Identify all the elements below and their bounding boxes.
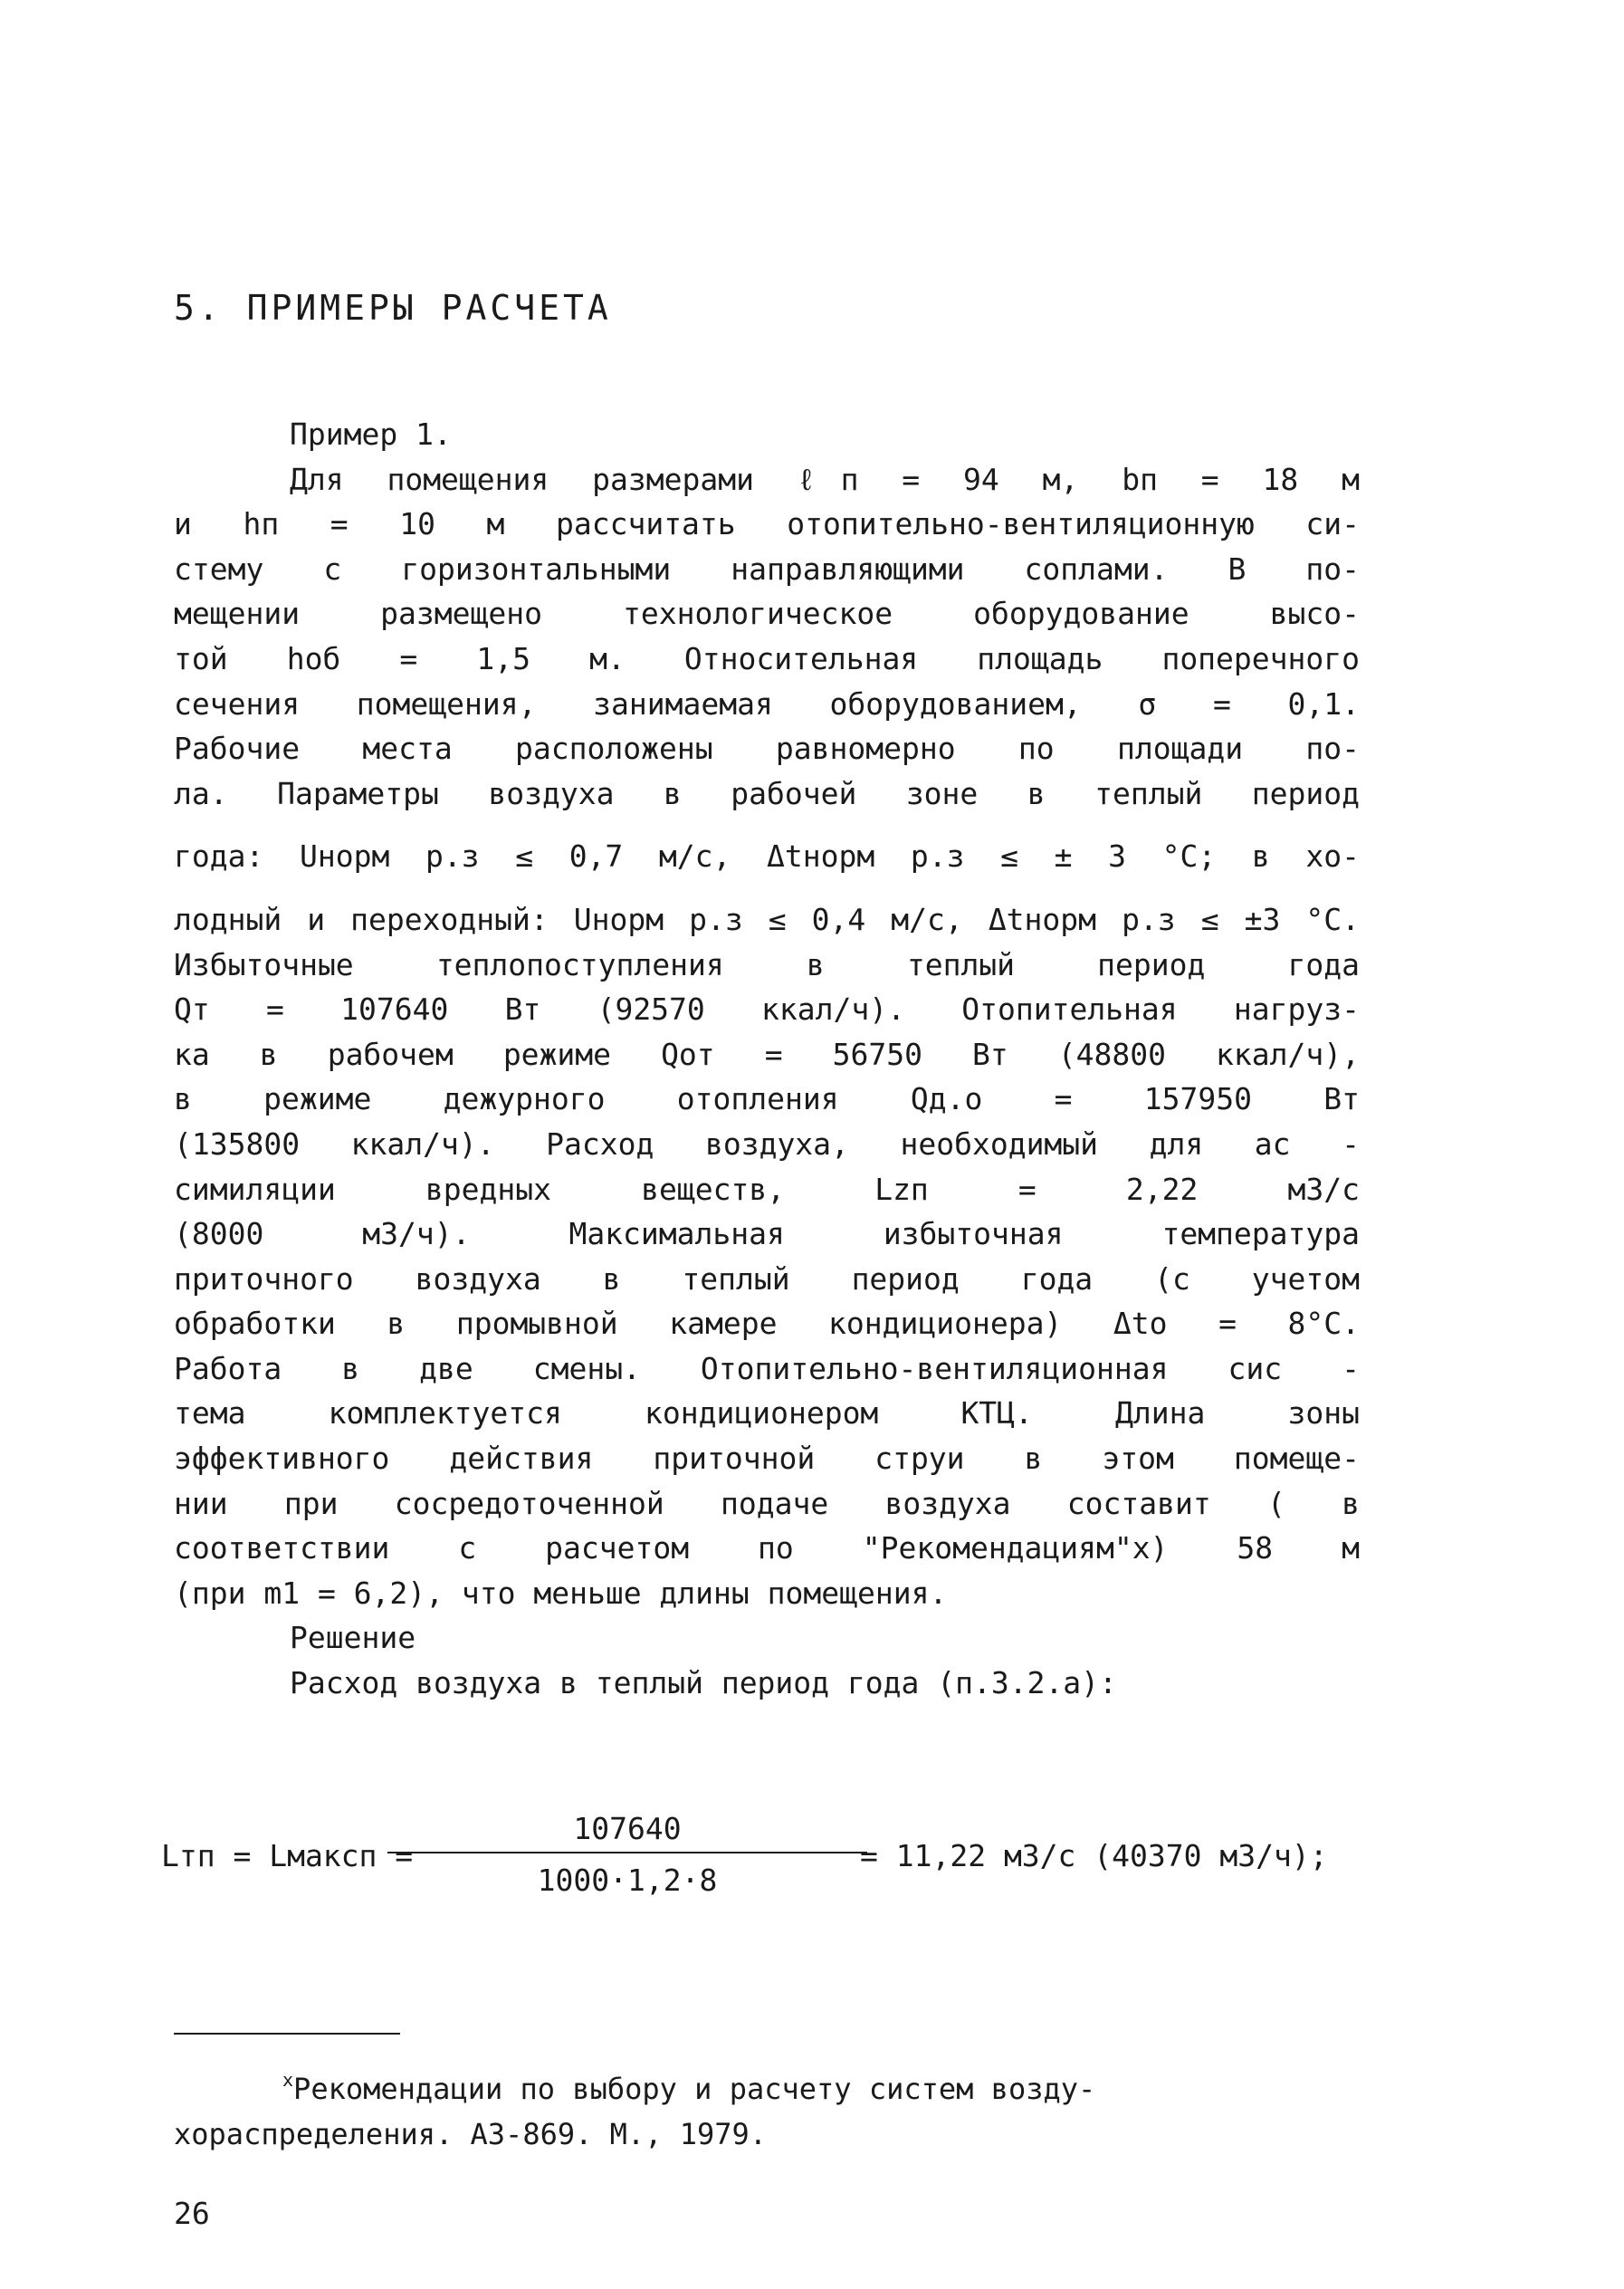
- text-line: (135800 ккал/ч). Расход воздуха, необходимый для ас -: [174, 1125, 1360, 1162]
- text-line: лодный и переходный: Uнорм р.з ≤ 0,4 м/с, Δtнорм р.з ≤ ±3 °C.: [174, 901, 1360, 937]
- formula-numerator: 107640: [387, 1811, 867, 1853]
- text-line: Работа в две смены. Отопительно-вентиляционная сис -: [174, 1350, 1360, 1386]
- section-heading: 5. ПРИМЕРЫ РАСЧЕТА: [174, 288, 612, 328]
- text-line: Рабочие места расположены равномерно по площади по-: [174, 731, 1360, 767]
- solution-title: Решение: [290, 1620, 416, 1656]
- footnote-marker: x: [282, 2069, 294, 2091]
- footnote: [174, 2066, 1360, 2157]
- airflow-formula: [161, 1811, 1338, 1938]
- formula-fraction: [387, 1811, 867, 1898]
- formula-lhs: Lтп = Lмаксп =: [161, 1838, 414, 1873]
- solution-text: Расход воздуха в теплый период года (п.3.2.а):: [290, 1665, 1117, 1701]
- footnote-text: Рекомендации по выбору и расчету систем возду-: [293, 2072, 1096, 2106]
- text-line: тема комплектуется кондиционером КТЦ. Длина зоны: [174, 1395, 1360, 1432]
- text-line: эффективного действия приточной струи в этом помеще-: [174, 1441, 1360, 1477]
- text-line: ла. Параметры воздуха в рабочей зоне в теплый период: [174, 775, 1360, 811]
- footnote-divider: [174, 2033, 400, 2035]
- text-line: (8000 м3/ч). Максимальная избыточная температура: [174, 1216, 1360, 1252]
- page-number: 26: [174, 2196, 210, 2231]
- text-line: Для помещения размерами ℓп = 94 м, bп = 18 м: [290, 461, 1360, 497]
- text-line: Избыточные теплопоступления в теплый период года: [174, 946, 1360, 982]
- formula-denominator: 1000·1,2·8: [537, 1863, 718, 1898]
- text-line: соответствии с расчетом по "Рекомендациям"x) 58 м: [174, 1530, 1360, 1566]
- formula-rhs: = 11,22 м3/с (40370 м3/ч);: [860, 1838, 1328, 1873]
- text-line: в режиме дежурного отопления Qд.о = 157950 Вт: [174, 1081, 1360, 1117]
- text-line: и hп = 10 м рассчитать отопительно-вентиляционную си-: [174, 506, 1360, 542]
- text-line: года: Uнорм р.з ≤ 0,7 м/с, Δtнорм р.з ≤ ± 3 °C; в хо-: [174, 838, 1360, 875]
- text-line: обработки в промывной камере кондиционера) Δto = 8°C.: [174, 1306, 1360, 1342]
- text-line: (при m1 = 6,2), что меньше длины помещения.: [174, 1575, 948, 1611]
- example-body: [174, 412, 1360, 1706]
- text-line: ка в рабочем режиме Qот = 56750 Вт (48800 ккал/ч),: [174, 1036, 1360, 1072]
- text-line: нии при сосредоточенной подаче воздуха составит ( в: [174, 1485, 1360, 1521]
- text-line: той hоб = 1,5 м. Относительная площадь поперечного: [174, 640, 1360, 676]
- example-title: Пример 1.: [290, 417, 452, 452]
- text-line: сечения помещения, занимаемая оборудованием, σ = 0,1.: [174, 685, 1360, 722]
- footnote-text-continued: хораспределения. А3-869. М., 1979.: [174, 2117, 768, 2151]
- text-line: симиляции вредных веществ, Lzп = 2,22 м3/с: [174, 1171, 1360, 1207]
- text-line: приточного воздуха в теплый период года (с учетом: [174, 1260, 1360, 1297]
- text-line: Qт = 107640 Вт (92570 ккал/ч). Отопительная нагруз-: [174, 991, 1360, 1028]
- text-line: стему с горизонтальными направляющими соплами. В по-: [174, 551, 1360, 587]
- text-line: мещении размещено технологическое оборудование высо-: [174, 596, 1360, 632]
